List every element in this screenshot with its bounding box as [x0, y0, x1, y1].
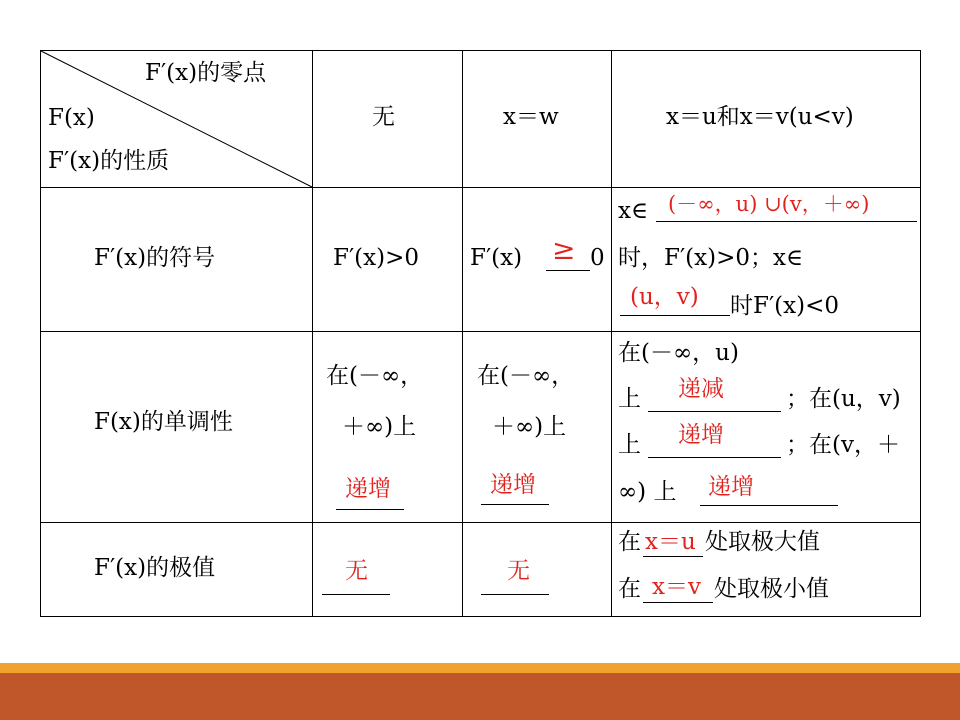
row-sign-col-two-l3-answer: (u，v) [630, 284, 699, 310]
header-mid-label: F(x) [48, 105, 95, 131]
row-extreme-col-one-answer: 无 [507, 558, 530, 584]
header-col-two: x＝u和x＝v(u<v) [666, 104, 854, 130]
row-extreme-col-two-l1-suffix: 处取极大值 [705, 529, 820, 555]
row-mono-col-none-l1: 在(－∞， [326, 363, 424, 389]
header-bottom-label: F′(x)的性质 [48, 148, 170, 174]
row-mono-col-one-answer: 递增 [490, 472, 536, 498]
row-mono-col-two-l4-prefix: ∞) 上 [618, 479, 677, 505]
row-sign-col-one-suffix: 0 [590, 245, 605, 271]
footer-band [0, 673, 960, 720]
row-mono-col-one-l1: 在(－∞， [477, 363, 575, 389]
row-mono-col-two-l1: 在(－∞，u) [618, 340, 739, 366]
row-mono-col-two-l2-answer: 递减 [678, 376, 724, 402]
row-mono-col-none-answer: 递增 [345, 476, 391, 502]
row-extreme-col-two-l1-answer: x＝u [645, 529, 696, 555]
row-mono-col-two-l3-prefix: 上 [618, 432, 641, 458]
row-sign-col-one-answer: ≥ [552, 233, 576, 266]
row-mono-col-two-l4-answer: 递增 [708, 474, 754, 500]
row-extreme-col-two-l1-prefix: 在 [618, 529, 641, 555]
row-mono-col-one-l2: ＋∞)上 [492, 414, 567, 440]
row-sign-col-two-l1-prefix: x∈ [618, 198, 648, 224]
row-mono-col-two-l3-suffix: ；在(v，＋ [786, 432, 900, 458]
header-col-none: 无 [372, 104, 395, 130]
row-extreme-col-two-l2-prefix: 在 [618, 576, 641, 602]
row-mono-col-two-l2-suffix: ；在(u，v) [786, 386, 901, 412]
row-sign-label: F′(x)的符号 [94, 245, 216, 271]
row-extreme-label: F′(x)的极值 [94, 555, 216, 581]
row-sign-col-two-l1-answer: (－∞，u) ∪(v，＋∞) [668, 192, 870, 216]
row-sign-col-one-prefix: F′(x) [470, 245, 523, 271]
row-mono-col-none-l2: ＋∞)上 [342, 414, 417, 440]
row-sign-col-two-l2: 时，F′(x)>0；x∈ [618, 245, 803, 271]
row-mono-col-two-l3-answer: 递增 [678, 422, 724, 448]
row-sign-col-two-l3-suffix: 时F′(x)<0 [730, 293, 840, 319]
header-top-label: F′(x)的零点 [145, 60, 267, 86]
row-extreme-col-none-answer: 无 [345, 558, 368, 584]
row-extreme-col-two-l2-answer: x＝v [652, 574, 701, 600]
footer-accent-band [0, 663, 960, 673]
row-sign-col-none: F′(x)>0 [333, 245, 420, 271]
row-mono-label: F(x)的单调性 [94, 409, 233, 435]
row-extreme-col-two-l2-suffix: 处取极小值 [714, 576, 829, 602]
row-mono-col-two-l2-prefix: 上 [618, 386, 641, 412]
header-col-one: x＝w [503, 104, 559, 130]
